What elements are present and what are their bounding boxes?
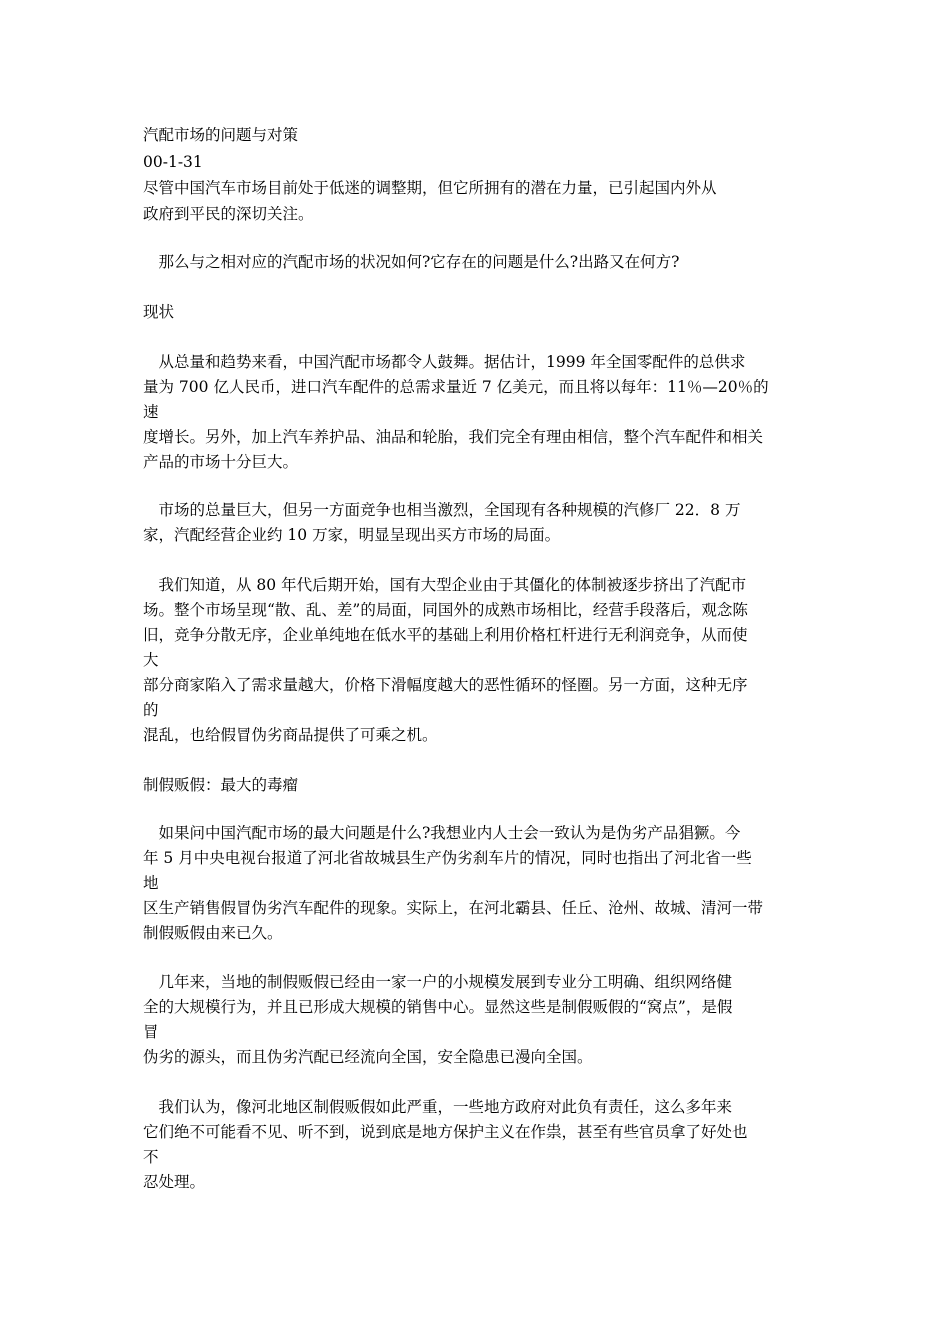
text-line: 伪劣的源头，而且伪劣汽配已经流向全国，安全隐患已漫向全国。 xyxy=(143,1048,593,1066)
section-heading: 制假贩假：最大的毒瘤 xyxy=(143,776,299,794)
document-title: 汽配市场的问题与对策 xyxy=(143,126,299,144)
text-line: 全的大规模行为，并且已形成大规模的销售中心。显然这些是制假贩假的“窝点”，是假 xyxy=(143,998,733,1016)
text-line: 从总量和趋势来看，中国汽配市场都令人鼓舞。据估计，1999 年全国零配件的总供求 xyxy=(143,353,746,371)
text-line: 忍处理。 xyxy=(143,1173,206,1191)
text-line: 混乱，也给假冒伪劣商品提供了可乘之机。 xyxy=(143,726,438,744)
text-line: 制假贩假由来已久。 xyxy=(143,924,283,942)
text-line: 冒 xyxy=(143,1023,159,1041)
text-line: 政府到平民的深切关注。 xyxy=(143,205,314,223)
text-line: 那么与之相对应的汽配市场的状况如何?它存在的问题是什么?出路又在何方? xyxy=(143,253,680,271)
text-line: 场。整个市场呈现“散、乱、差”的局面，同国外的成熟市场相比，经营手段落后，观念陈 xyxy=(143,601,748,619)
text-line: 旧，竞争分散无序，企业单纯地在低水平的基础上利用价格杠杆进行无利润竞争，从而使 xyxy=(143,626,748,644)
text-line: 速 xyxy=(143,403,159,421)
text-line: 量为 700 亿人民币，进口汽车配件的总需求量近 7 亿美元，而且将以每年：11％—20％的 xyxy=(143,378,769,396)
text-line: 家，汽配经营企业约 10 万家，明显呈现出买方市场的局面。 xyxy=(143,526,561,544)
text-line: 我们知道，从 80 年代后期开始，国有大型企业由于其僵化的体制被逐步挤出了汽配市 xyxy=(143,576,747,594)
section-heading: 现状 xyxy=(143,303,175,321)
text-line: 它们绝不可能看不见、听不到，说到底是地方保护主义在作祟，甚至有些官员拿了好处也 xyxy=(143,1123,748,1141)
text-line: 年 5 月中央电视台报道了河北省故城县生产伪劣刹车片的情况，同时也指出了河北省一些 xyxy=(143,849,752,867)
text-line: 部分商家陷入了需求量越大，价格下滑幅度越大的恶性循环的怪圈。另一方面，这种无序 xyxy=(143,676,748,694)
document-date: 00-1-31 xyxy=(143,153,203,171)
text-line: 度增长。另外，加上汽车养护品、油品和轮胎，我们完全有理由相信，整个汽车配件和相关 xyxy=(143,428,764,446)
text-line: 产品的市场十分巨大。 xyxy=(143,453,299,471)
text-line: 不 xyxy=(143,1148,159,1166)
text-line: 大 xyxy=(143,651,159,669)
text-line: 的 xyxy=(143,701,159,719)
text-line: 如果问中国汽配市场的最大问题是什么?我想业内人士会一致认为是伪劣产品猖獗。今 xyxy=(143,824,741,842)
text-line: 几年来，当地的制假贩假已经由一家一户的小规模发展到专业分工明确、组织网络健 xyxy=(143,973,733,991)
text-line: 区生产销售假冒伪劣汽车配件的现象。实际上，在河北霸县、任丘、沧州、故城、清河一带 xyxy=(143,899,764,917)
text-line: 地 xyxy=(143,874,159,892)
text-line: 我们认为，像河北地区制假贩假如此严重，一些地方政府对此负有责任，这么多年来 xyxy=(143,1098,733,1116)
text-line: 市场的总量巨大，但另一方面竞争也相当激烈，全国现有各种规模的汽修厂 22．8 万 xyxy=(143,501,741,519)
text-line: 尽管中国汽车市场目前处于低迷的调整期，但它所拥有的潜在力量，已引起国内外从 xyxy=(143,179,717,197)
